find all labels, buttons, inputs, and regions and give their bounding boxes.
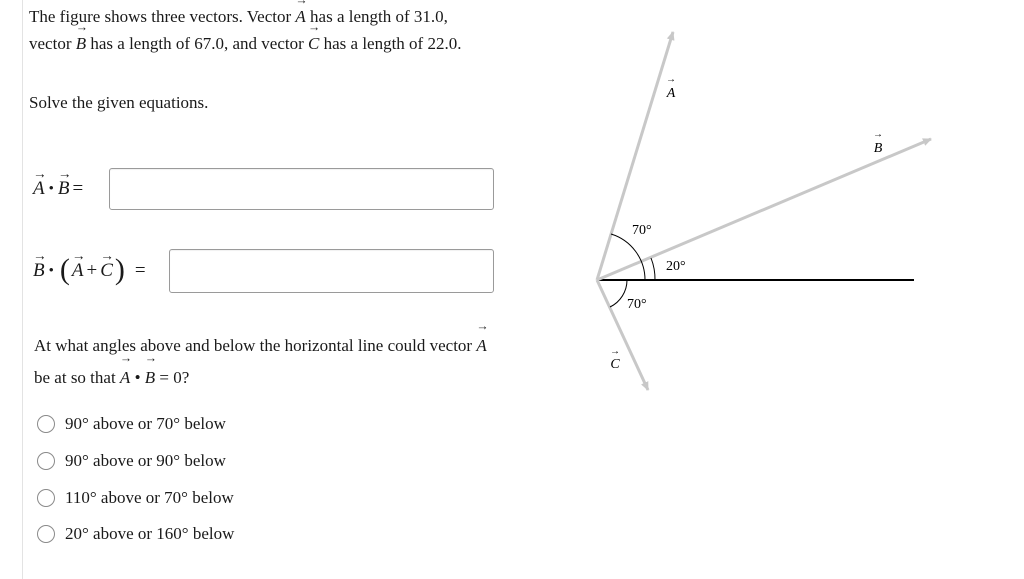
vector-c-symbol: → C [308, 31, 319, 58]
choice-label-2: 90° above or 90° below [65, 451, 226, 470]
vector-b-arrow [597, 139, 931, 280]
instruction-text: Solve the given equations. [29, 93, 209, 112]
vector-b-label-group [873, 129, 883, 156]
vector-b-label: B [873, 141, 883, 156]
angle-arc-c [610, 280, 627, 307]
eq2-vector-a: → A [72, 260, 84, 282]
angle-a-label: 70° [632, 223, 652, 238]
eq1-vector-b: → B [58, 178, 70, 200]
question-dot-operator: • [134, 368, 141, 387]
angle-arc-b [651, 258, 655, 280]
eq2-dot-operator: • [48, 262, 54, 279]
vector-b-symbol: → B [76, 31, 86, 58]
eq2-plus: + [86, 260, 98, 281]
question-vector-a-2: → A [120, 362, 130, 394]
choice-label-4: 20° above or 160° below [65, 524, 235, 543]
vector-a-label-group [666, 74, 676, 101]
eq2-vector-c: → C [100, 260, 113, 282]
question-vector-b: → B [145, 362, 155, 394]
eq2-vector-b: → B [33, 260, 45, 282]
eq1-vector-a: → A [33, 178, 45, 200]
angle-question: At what angles above and below the horizontal line could vector → A be at so that → A • → B = 0? [34, 330, 494, 394]
vector-c-label-group [610, 346, 620, 372]
angle-c-label: 70° [627, 297, 647, 312]
question-vector-a: → A [476, 330, 486, 362]
vector-a-label: A [666, 86, 676, 101]
vector-b-label-arrow: → [873, 129, 883, 140]
eq2-left-paren: ( [59, 253, 70, 286]
vector-c-label-arrow: → [610, 346, 620, 357]
vector-c-label: C [610, 357, 620, 372]
angle-b-label: 20° [666, 259, 686, 274]
eq2-right-paren: ) [114, 253, 125, 286]
eq2-equals: = [134, 260, 146, 281]
eq1-equals: = [72, 178, 84, 199]
vector-a-symbol: → A [295, 4, 305, 31]
vector-a-label-arrow: → [666, 74, 676, 85]
choice-label-1: 90° above or 70° below [65, 414, 226, 433]
vector-a-arrow [597, 32, 673, 280]
eq1-dot-operator: • [48, 180, 54, 197]
problem-statement: The figure shows three vectors. Vector → A has a length of 31.0, vector → B has a length of 67.0, and vector → C has a length of 22.0. [29, 4, 479, 57]
choice-label-3: 110° above or 70° below [65, 488, 234, 507]
